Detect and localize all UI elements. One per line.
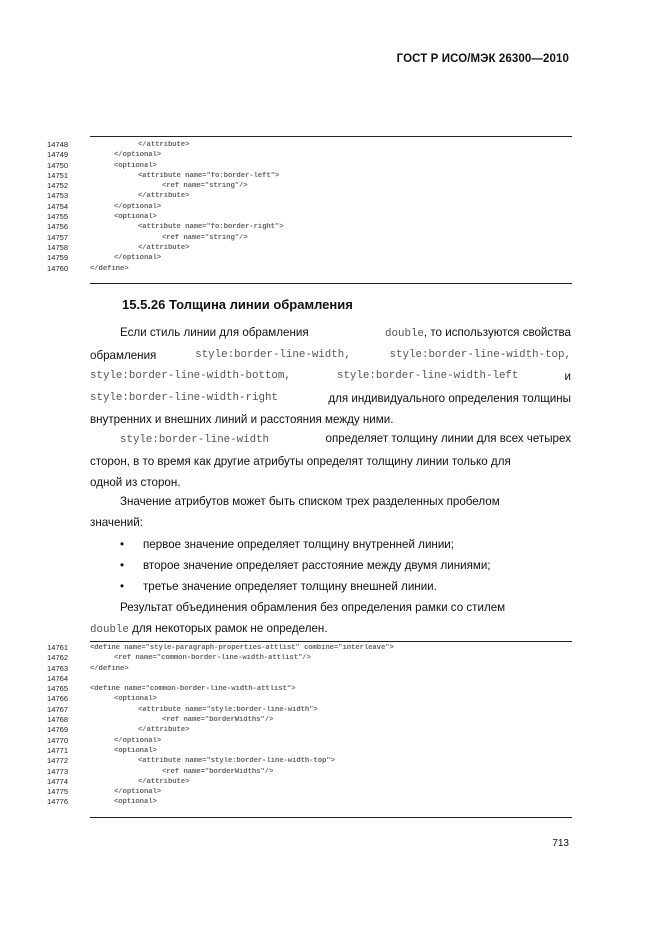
line-number: 14764 (47, 673, 69, 683)
code-text: </optional> (114, 202, 162, 211)
code-line (0, 705, 661, 715)
code-line (0, 725, 661, 735)
code-line (0, 787, 661, 797)
line-number: 14758 (47, 242, 69, 252)
code-text: <attribute name="style:border-line-width-top"> (138, 757, 335, 766)
paragraph-1 (90, 322, 571, 430)
line-number: 14769 (47, 725, 69, 735)
paragraph-4 (90, 597, 571, 641)
code-block-2-top-rule (90, 641, 572, 642)
paragraph-1-line-1: Если стиль линии для обрамления double, то используются свойства (120, 326, 571, 340)
code-line (0, 653, 661, 663)
document-header: ГОСТ Р ИСО/МЭК 26300—2010 (396, 53, 569, 65)
code-line (0, 777, 661, 787)
line-number: 14771 (47, 745, 69, 755)
code-line (0, 202, 661, 212)
code-term: style:border-line-width, (195, 349, 351, 362)
line-number: 14766 (47, 694, 69, 704)
code-line (0, 150, 661, 160)
page-number: 713 (552, 838, 569, 849)
code-text: </define> (90, 664, 129, 673)
document-page: ГОСТ Р ИСО/МЭК 26300—2010 14748 </attribute> 14749 </optional> 14750 <optional> 14751 <attribute name="fo:border-left"> 14752 <ref name="string"/> 14753 </attribute> 14754 </optional> 14755 <optional> 14756 <attribute name="fo:border-right"> 14757 <ref name="string"/> 14758 </attribute> 14759 </optional> 14760 </define> 15.5.26 Толщина линии обрамления Если стиль линии для обрамления double, то используются свойства обрамления style:border-line-width, style:border-line-width-top, style:border-line-width-bottom, style:border-line-width-left и style:border-line-width-right для индивидуального определения толщины внутренних и внешних линий и расстояния между ними. style:border-line-width определяет толщину линии для всех четырех сторон, в то время как другие атрибуты определят толщину линии только для одной из сторон. Значение атрибутов может быть списком трех разделенных пробелом значений: • первое значение определяет толщину внутренней линии; • второе значение определяет расстояние между двумя линиями; • третье значение определяет толщину внешней линии. Результат объединения обрамления без определения рамки со стилем double для некоторых рамок не определен. 14761 <define name="style-paragraph-properties-attlist" combine="interleave"> 14762 <ref name="common-border-line-width-attlist"/> 14763 </define> 14764 14765 <define name="common-border-line-width-attlist"> 14766 <optional> 14767 <attribute name="style:border-line-width"> 14768 <ref name="borderWidths"/> 14769 </attribute> 14770 </optional> 14771 <optional> 14772 <attribute name="style:border-line-width-top"> 14773 <ref name="borderWidths"/> 14774 </attribute> 14775 </optional> 14776 <optional> 713 (0, 0, 661, 936)
code-text: </attribute> (138, 726, 190, 735)
line-number: 14776 (47, 797, 69, 807)
code-term: style:border-line-width (120, 434, 270, 446)
code-term: style:border-line-width-top, (389, 349, 571, 362)
code-text: <optional> (114, 746, 157, 755)
line-number: 14760 (47, 263, 69, 273)
code-text: <define name="style-paragraph-properties-attlist" combine="interleave"> (90, 644, 394, 652)
code-line (0, 756, 661, 766)
code-text: <attribute name="fo:border-left"> (138, 171, 280, 180)
code-text: <optional> (114, 161, 157, 170)
line-number: 14765 (47, 684, 69, 694)
paragraph-4-line-2: double для некоторых рамок не определен. (90, 622, 328, 637)
paragraph-1-line-2: обрамления style:border-line-width, style:border-line-width-top, (90, 345, 571, 366)
code-text: <ref name="common-border-line-width-attlist"/> (114, 654, 311, 663)
line-number: 14751 (47, 170, 69, 180)
section-title: 15.5.26 Толщина линии обрамления (122, 297, 353, 312)
code-line (0, 140, 661, 150)
code-line (0, 243, 661, 253)
paragraph-3-line-2: значений: (90, 516, 143, 530)
code-block-1 (0, 140, 661, 274)
line-number: 14763 (47, 663, 69, 673)
code-line (0, 171, 661, 181)
line-number: 14768 (47, 715, 69, 725)
paragraph-1-line-3: style:border-line-width-bottom, style:border-line-width-left и (90, 366, 571, 387)
code-text: <ref name="borderWidths"/> (162, 716, 274, 725)
line-number: 14762 (47, 653, 69, 663)
code-text: <define name="common-border-line-width-attlist"> (90, 685, 296, 694)
code-line (0, 736, 661, 746)
code-line (0, 684, 661, 694)
code-line (0, 222, 661, 232)
line-number: 14774 (47, 776, 69, 786)
paragraph-3 (90, 491, 571, 533)
line-number: 14775 (47, 787, 69, 797)
line-number: 14767 (47, 704, 69, 714)
code-line (0, 797, 661, 807)
line-number: 14757 (47, 232, 69, 242)
code-text: <ref name="borderWidths"/> (162, 767, 274, 776)
code-text: </attribute> (138, 243, 190, 252)
code-text: <optional> (114, 213, 157, 222)
paragraph-2-line-2: сторон, в то время как другие атрибуты определят толщину линии только для (90, 455, 511, 469)
code-text: </attribute> (138, 141, 190, 149)
code-text: <ref name="string"/> (162, 182, 248, 191)
paragraph-3-line-1: Значение атрибутов может быть списком трех разделенных пробелом (120, 495, 500, 508)
line-number: 14772 (47, 756, 69, 766)
code-text: </optional> (114, 736, 162, 745)
paragraph-2 (90, 428, 571, 494)
code-line (0, 694, 661, 704)
code-line (0, 191, 661, 201)
line-number: 14759 (47, 253, 69, 263)
bullet-icon: • (120, 580, 125, 593)
code-line (0, 664, 661, 674)
code-line (0, 643, 661, 653)
code-line (0, 253, 661, 263)
code-text: </optional> (114, 788, 162, 797)
code-line (0, 233, 661, 243)
code-block-1-top-rule (90, 136, 572, 137)
paragraph-1-line-4: style:border-line-width-right для индивидуального определения толщины (90, 388, 571, 409)
code-term: double (385, 328, 424, 340)
code-term: style:border-line-width-right (90, 391, 278, 404)
code-text: <attribute name="fo:border-right"> (138, 223, 284, 232)
line-number: 14773 (47, 766, 69, 776)
code-block-2-bottom-rule (90, 817, 572, 818)
bullet-icon: • (120, 538, 125, 551)
code-line (0, 715, 661, 725)
line-number: 14754 (47, 201, 69, 211)
code-line (0, 674, 661, 684)
code-term: double (90, 624, 129, 637)
line-number: 14750 (47, 160, 69, 170)
code-text: </attribute> (138, 777, 190, 786)
code-text: <ref name="string"/> (162, 233, 248, 242)
paragraph-2-line-3: одной из сторон. (90, 476, 181, 490)
line-number: 14748 (47, 140, 69, 149)
line-number: 14756 (47, 222, 69, 232)
code-text: <optional> (114, 798, 157, 807)
code-text: </optional> (114, 254, 162, 263)
code-text: </optional> (114, 151, 162, 160)
code-line (0, 264, 661, 274)
line-number: 14755 (47, 212, 69, 222)
code-line (0, 161, 661, 171)
line-number: 14770 (47, 735, 69, 745)
code-block-1-bottom-rule (90, 283, 572, 284)
paragraph-4-line-1: Результат объединения обрамления без определения рамки со стилем (120, 601, 506, 614)
paragraph-2-line-1: style:border-line-width определяет толщину линии для всех четырех (120, 432, 571, 446)
code-text: <optional> (114, 695, 157, 704)
paragraph-1-line-5: внутренних и внешних линий и расстояния между ними. (90, 412, 394, 426)
code-block-2 (0, 643, 661, 808)
line-number: 14749 (47, 150, 69, 160)
code-text: </define> (90, 264, 129, 273)
bullet-icon: • (120, 559, 125, 572)
line-number: 14753 (47, 191, 69, 201)
line-number: 14752 (47, 181, 69, 191)
code-text: <attribute name="style:border-line-width"> (138, 705, 318, 714)
code-line (0, 746, 661, 756)
code-text: </attribute> (138, 192, 190, 201)
code-line (0, 181, 661, 191)
line-number: 14761 (47, 643, 69, 652)
code-term: style:border-line-width-left (336, 370, 519, 383)
code-line (0, 212, 661, 222)
code-term: style:border-line-width-bottom, (90, 370, 291, 383)
code-line (0, 767, 661, 777)
